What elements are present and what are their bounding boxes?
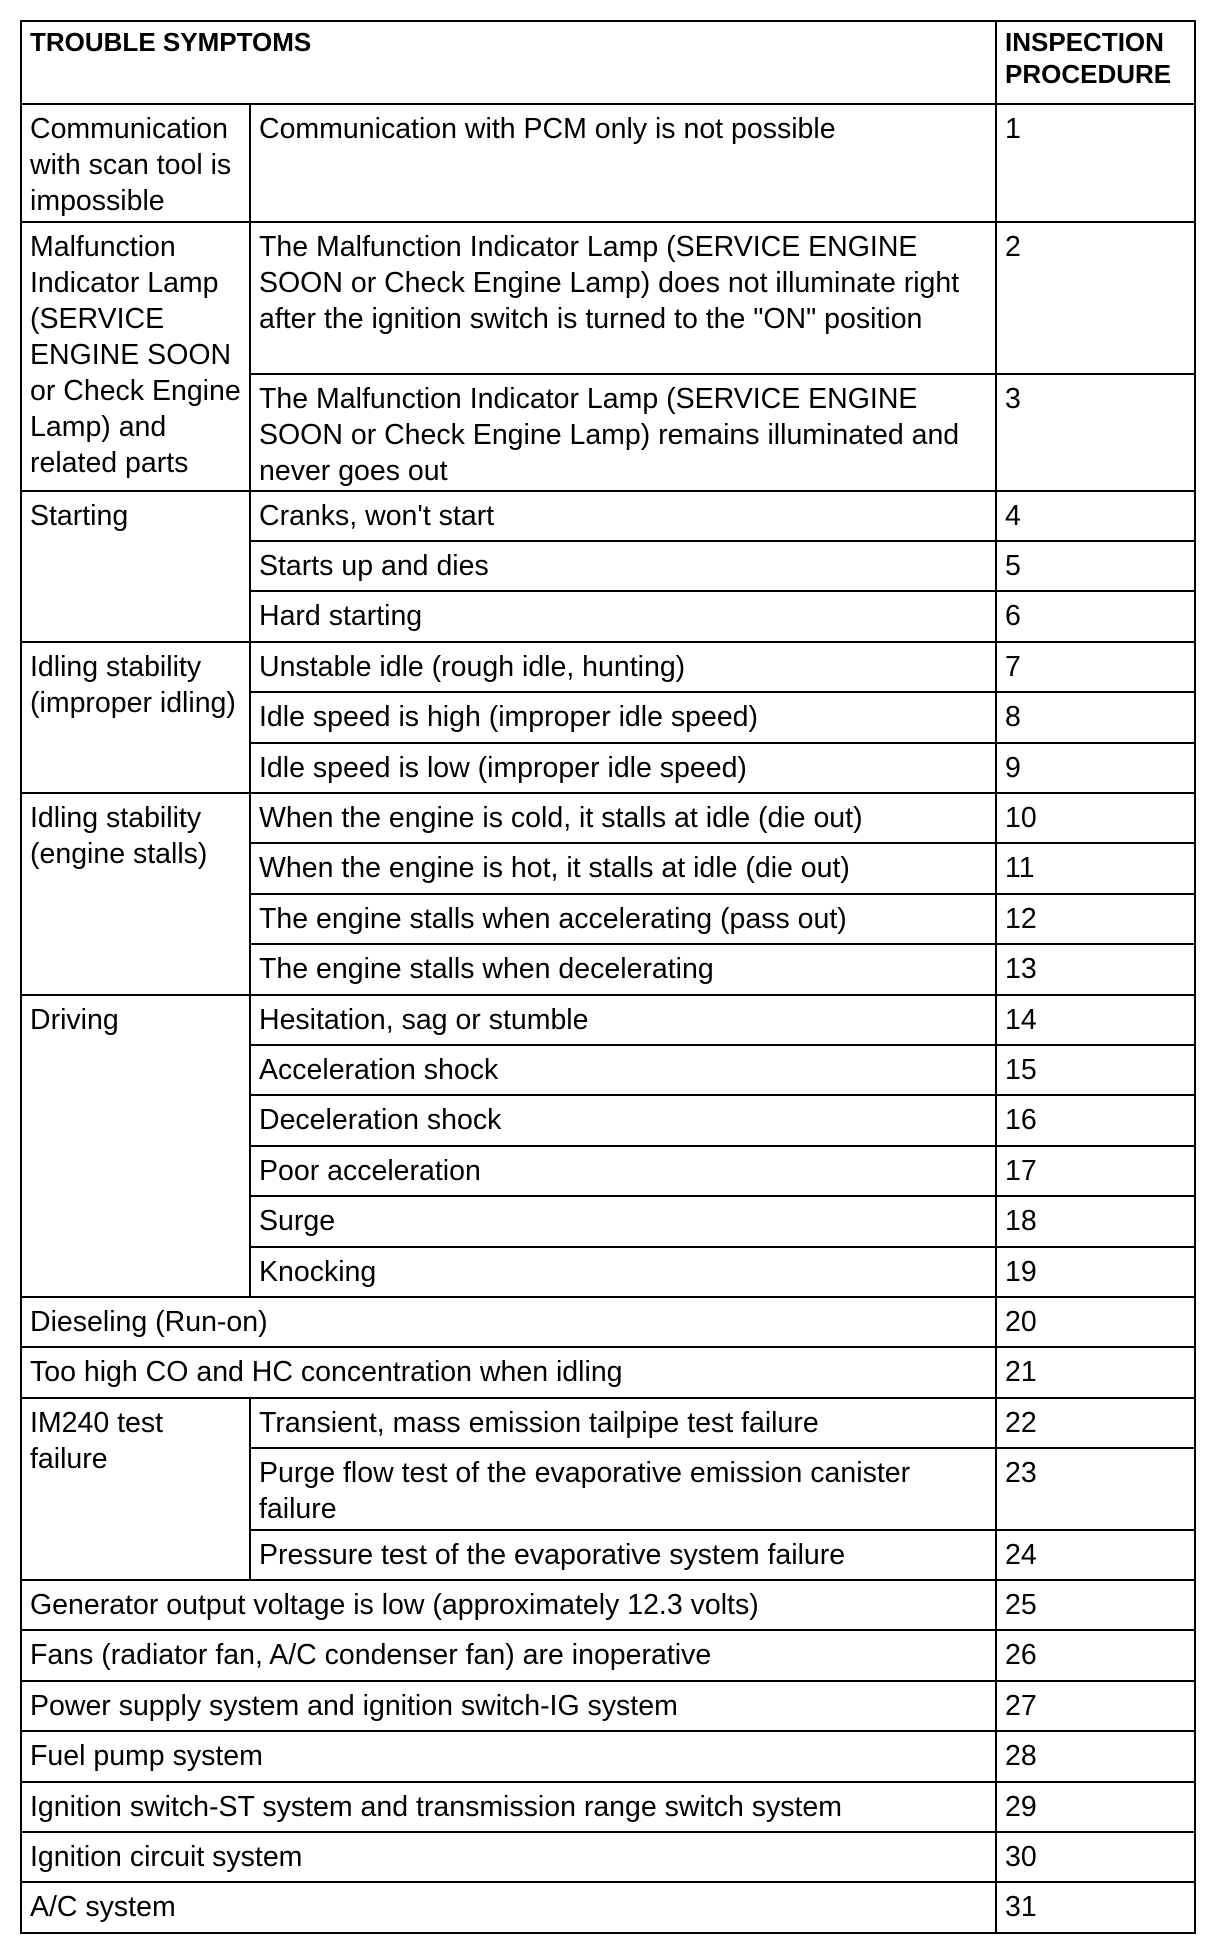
procedure-cell: 25 (996, 1580, 1195, 1630)
table-row (21, 1731, 1195, 1781)
procedure-cell: 26 (996, 1630, 1195, 1680)
table-row (21, 1782, 1195, 1832)
symptom-cell: Fuel pump system (21, 1731, 996, 1781)
table-row (21, 1832, 1195, 1882)
procedure-cell: 22 (996, 1398, 1195, 1448)
symptom-cell: When the engine is hot, it stalls at idle (die out) (250, 843, 996, 893)
procedure-cell: 30 (996, 1832, 1195, 1882)
group-communication: Communication with scan tool is impossible (21, 104, 250, 222)
procedure-cell: 13 (996, 944, 1195, 994)
symptom-cell: A/C system (21, 1882, 996, 1933)
table-row (21, 1882, 1195, 1933)
procedure-cell: 31 (996, 1882, 1195, 1933)
procedure-cell: 28 (996, 1731, 1195, 1781)
group-im240: IM240 test failure (21, 1398, 250, 1580)
procedure-cell: 10 (996, 793, 1195, 843)
symptom-cell: Idle speed is low (improper idle speed) (250, 743, 996, 793)
table-row (21, 642, 1195, 692)
group-idling-improper: Idling stability (improper idling) (21, 642, 250, 793)
symptom-cell: The engine stalls when accelerating (pass out) (250, 894, 996, 944)
procedure-cell: 19 (996, 1247, 1195, 1297)
symptom-cell: Fans (radiator fan, A/C condenser fan) are inoperative (21, 1630, 996, 1680)
table-row (21, 222, 1195, 374)
symptom-cell: Generator output voltage is low (approximately 12.3 volts) (21, 1580, 996, 1630)
symptom-cell: Cranks, won't start (250, 491, 996, 541)
symptom-cell: The Malfunction Indicator Lamp (SERVICE ENGINE SOON or Check Engine Lamp) does not illuminate right after the ignition switch is turned to the "ON" position (250, 222, 996, 374)
table-row (21, 1347, 1195, 1397)
header-inspection-procedure: INSPECTION PROCEDURE (996, 21, 1195, 104)
symptom-cell: Ignition circuit system (21, 1832, 996, 1882)
symptom-cell: Ignition switch-ST system and transmission range switch system (21, 1782, 996, 1832)
procedure-cell: 16 (996, 1095, 1195, 1145)
table-row (21, 995, 1195, 1045)
symptom-cell: Acceleration shock (250, 1045, 996, 1095)
procedure-cell: 17 (996, 1146, 1195, 1196)
table-row (21, 1630, 1195, 1680)
symptom-cell: When the engine is cold, it stalls at idle (die out) (250, 793, 996, 843)
symptom-cell: Communication with PCM only is not possible (250, 104, 996, 222)
group-mil: Malfunction Indicator Lamp (SERVICE ENGINE SOON or Check Engine Lamp) and related parts (21, 222, 250, 491)
symptom-cell: Pressure test of the evaporative system failure (250, 1530, 996, 1580)
procedure-cell: 23 (996, 1448, 1195, 1530)
procedure-cell: 3 (996, 374, 1195, 491)
table-row (21, 1297, 1195, 1347)
header-trouble-symptoms: TROUBLE SYMPTOMS (21, 21, 996, 104)
symptom-cell: Deceleration shock (250, 1095, 996, 1145)
symptom-cell: Poor acceleration (250, 1146, 996, 1196)
procedure-cell: 2 (996, 222, 1195, 374)
symptom-cell: The engine stalls when decelerating (250, 944, 996, 994)
procedure-cell: 12 (996, 894, 1195, 944)
procedure-cell: 5 (996, 541, 1195, 591)
symptom-cell: Surge (250, 1196, 996, 1246)
procedure-cell: 1 (996, 104, 1195, 222)
procedure-cell: 24 (996, 1530, 1195, 1580)
symptom-cell: Power supply system and ignition switch-IG system (21, 1681, 996, 1731)
procedure-cell: 4 (996, 491, 1195, 541)
group-driving: Driving (21, 995, 250, 1297)
procedure-cell: 20 (996, 1297, 1195, 1347)
header-row (21, 21, 1195, 104)
procedure-cell: 11 (996, 843, 1195, 893)
symptom-cell: Idle speed is high (improper idle speed) (250, 692, 996, 742)
procedure-cell: 27 (996, 1681, 1195, 1731)
symptom-cell: Dieseling (Run-on) (21, 1297, 996, 1347)
procedure-cell: 29 (996, 1782, 1195, 1832)
symptom-cell: Too high CO and HC concentration when idling (21, 1347, 996, 1397)
procedure-cell: 15 (996, 1045, 1195, 1095)
symptom-cell: Hard starting (250, 591, 996, 641)
inspection-procedure-table (20, 20, 1196, 1934)
symptom-cell: Knocking (250, 1247, 996, 1297)
procedure-cell: 14 (996, 995, 1195, 1045)
table-row (21, 104, 1195, 222)
symptom-cell: Starts up and dies (250, 541, 996, 591)
group-starting: Starting (21, 491, 250, 642)
procedure-cell: 9 (996, 743, 1195, 793)
procedure-cell: 7 (996, 642, 1195, 692)
symptom-cell: Purge flow test of the evaporative emission canister failure (250, 1448, 996, 1530)
table-row (21, 1681, 1195, 1731)
table-row (21, 793, 1195, 843)
table-row (21, 491, 1195, 541)
table-row (21, 1398, 1195, 1448)
procedure-cell: 8 (996, 692, 1195, 742)
procedure-cell: 21 (996, 1347, 1195, 1397)
procedure-cell: 18 (996, 1196, 1195, 1246)
table-row (21, 1580, 1195, 1630)
group-idling-stalls: Idling stability (engine stalls) (21, 793, 250, 995)
procedure-cell: 6 (996, 591, 1195, 641)
symptom-cell: The Malfunction Indicator Lamp (SERVICE ENGINE SOON or Check Engine Lamp) remains illuminated and never goes out (250, 374, 996, 491)
symptom-cell: Unstable idle (rough idle, hunting) (250, 642, 996, 692)
symptom-cell: Transient, mass emission tailpipe test failure (250, 1398, 996, 1448)
symptom-cell: Hesitation, sag or stumble (250, 995, 996, 1045)
